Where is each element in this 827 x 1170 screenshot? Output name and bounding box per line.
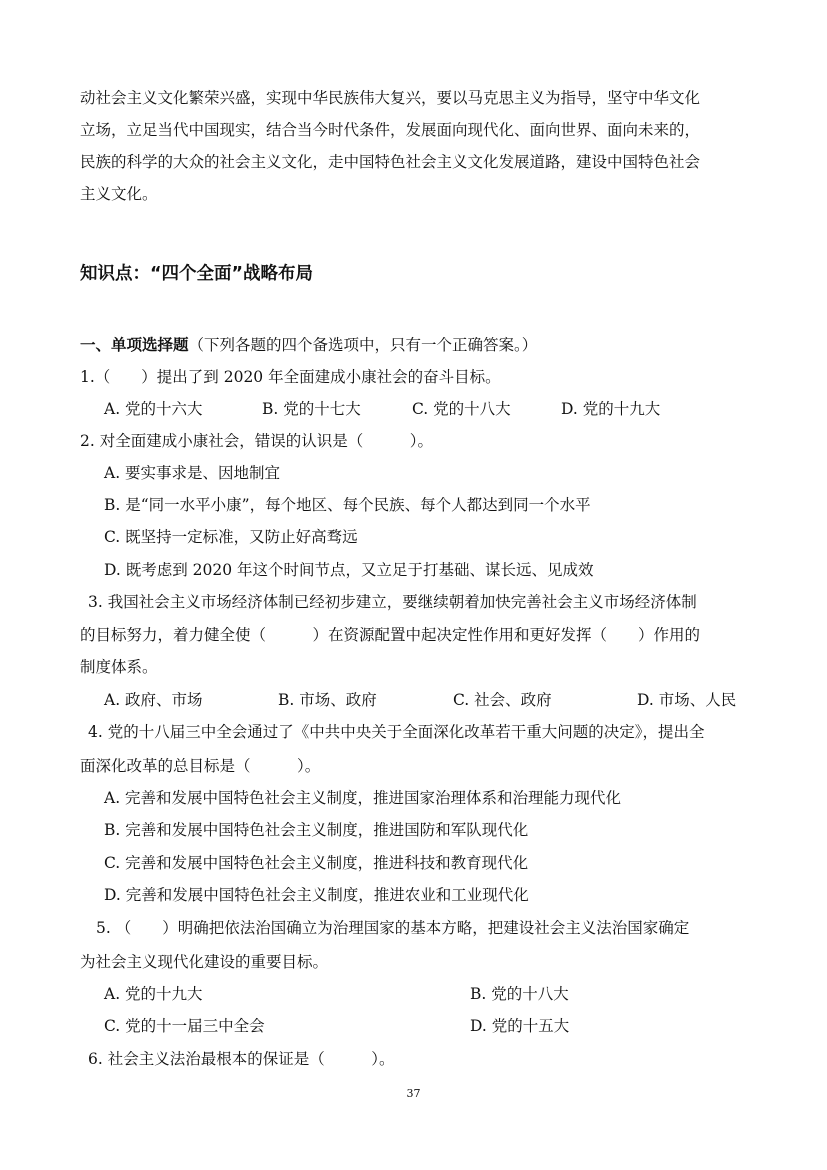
page-number: 37 [406, 1087, 421, 1100]
intro-line-3: 民族的科学的大众的社会主义文化，走中国特色社会主义文化发展道路，建设中国特色社会 [80, 153, 701, 171]
question-2-option-c: C. 既坚持一定标准，又防止好高骛远 [104, 528, 358, 546]
question-5-stem-line-2: 为社会主义现代化建设的重要目标。 [80, 953, 329, 971]
question-3-option-a: A. 政府、市场 [104, 691, 203, 709]
question-3-option-c: C. 社会、政府 [453, 691, 552, 709]
question-2-option-d: D. 既考虑到 2020 年这个时间节点，又立足于打基础、谋长远、见成效 [104, 561, 594, 579]
question-4-option-b: B. 完善和发展中国特色社会主义制度，推进国防和军队现代化 [104, 821, 529, 839]
part-heading-note: （下列各题的四个备选项中，只有一个正确答案。） [188, 336, 538, 354]
question-3-stem-line-3: 制度体系。 [80, 658, 158, 676]
question-4-stem-line-1: 4. 党的十八届三中全会通过了《中共中央关于全面深化改革若干重大问题的决定》，提出全 [88, 723, 705, 741]
question-3-option-d: D. 市场、人民 [637, 691, 737, 709]
part-heading [80, 335, 537, 355]
intro-line-4: 主义文化。 [80, 185, 158, 203]
question-1-option-b: B. 党的十七大 [262, 400, 361, 418]
question-1-stem: 1.（ ）提出了到 2020 年全面建成小康社会的奋斗目标。 [80, 368, 501, 386]
question-4-stem-line-2: 面深化改革的总目标是（ ）。 [80, 757, 321, 775]
part-heading-label: 一、单项选择题 [80, 336, 189, 354]
section-title: 知识点：“四个全面”战略布局 [80, 264, 314, 284]
question-4-option-d: D. 完善和发展中国特色社会主义制度，推进农业和工业现代化 [104, 886, 529, 904]
question-4-option-a: A. 完善和发展中国特色社会主义制度，推进国家治理体系和治理能力现代化 [104, 789, 622, 807]
question-2-option-a: A. 要实事求是、因地制宜 [104, 464, 281, 482]
intro-line-1: 动社会主义文化繁荣兴盛，实现中华民族伟大复兴，要以马克思主义为指导，坚守中华文化 [80, 89, 701, 107]
question-1-option-c: C. 党的十八大 [412, 400, 511, 418]
question-5-option-c: C. 党的十一届三中全会 [104, 1017, 265, 1035]
question-6-stem: 6. 社会主义法治最根本的保证是（ ）。 [88, 1050, 395, 1068]
question-5-option-a: A. 党的十九大 [104, 985, 203, 1003]
question-5-option-d: D. 党的十五大 [470, 1017, 570, 1035]
question-1-option-a: A. 党的十六大 [104, 400, 203, 418]
question-1-option-d: D. 党的十九大 [561, 400, 661, 418]
question-2-option-b: B. 是“同一水平小康”，每个地区、每个民族、每个人都达到同一个水平 [104, 496, 591, 514]
question-5-stem-line-1: 5. （ ）明确把依法治国确立为治理国家的基本方略，把建设社会主义法治国家确定 [96, 919, 690, 937]
question-3-stem-line-1: 3. 我国社会主义市场经济体制已经初步建立，要继续朝着加快完善社会主义市场经济体制 [88, 593, 697, 611]
question-4-option-c: C. 完善和发展中国特色社会主义制度，推进科技和教育现代化 [104, 854, 529, 872]
intro-line-2: 立场，立足当代中国现实，结合当今时代条件，发展面向现代化、面向世界、面向未来的， [80, 121, 701, 139]
question-3-option-b: B. 市场、政府 [278, 691, 377, 709]
question-3-stem-line-2: 的目标努力，着力健全使（ ）在资源配置中起决定性作用和更好发挥（ ）作用的 [80, 626, 701, 644]
question-2-stem: 2. 对全面建成小康社会，错误的认识是（ ）。 [80, 432, 433, 450]
question-5-option-b: B. 党的十八大 [470, 985, 569, 1003]
